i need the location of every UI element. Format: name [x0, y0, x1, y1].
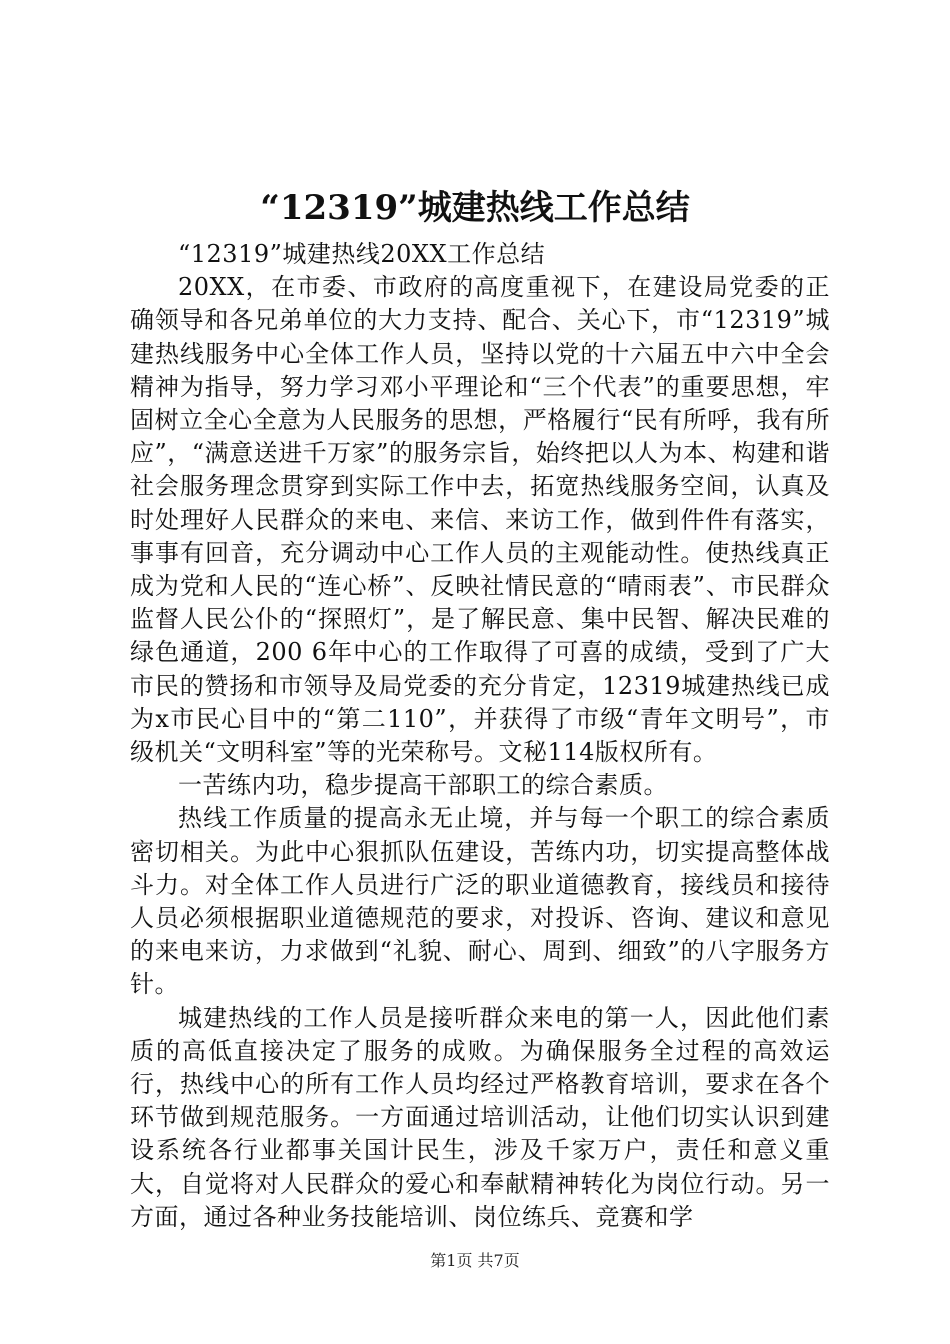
- paragraph-intro: 20XX，在市委、市政府的高度重视下，在建设局党委的正确领导和各兄弟单位的大力支持、配合、关心下，市“12319”城建热线服务中心全体工作人员，坚持以党的十六届五中六中全会精神为指导，努力学习邓小平理论和“三个代表”的重要思想，牢固树立全心全意为人民服务的思想，严格履行“民有所呼，我有所应”，“满意送进千万家”的服务宗旨，始终把以人为本、构建和谐社会服务理念贯穿到实际工作中去，拓宽热线服务空间，认真及时处理好人民群众的来电、来信、来访工作，做到件件有落实，事事有回音，充分调动中心工作人员的主观能动性。使热线真正成为党和人民的“连心桥”、反映社情民意的“晴雨表”、市民群众监督人民公仆的“探照灯”，是了解民意、集中民智、解决民难的绿色通道，200 6年中心的工作取得了可喜的成绩，受到了广大市民的赞扬和市领导及局党委的充分肯定，12319城建热线已成为x市民心目中的“第二110”，并获得了市级“青年文明号”，市级机关“文明科室”等的光荣称号。文秘114版权所有。: [130, 273, 830, 767]
- page-number-footer: 第1页 共7页: [430, 1251, 520, 1270]
- document-title: “12319”城建热线工作总结: [260, 188, 690, 228]
- document-body: [130, 238, 830, 1234]
- section-heading: 一苦练内功，稳步提高干部职工的综合素质。: [178, 771, 668, 800]
- paragraph-subtitle: “12319”城建热线20XX工作总结: [178, 240, 546, 268]
- paragraph-quality: 热线工作质量的提高永无止境，并与每一个职工的综合素质密切相关。为此中心狠抓队伍建设，苦练内功，切实提高整体战斗力。对全体工作人员进行广泛的职业道德教育，接线员和接待人员必须根据职业道德规范的要求，对投诉、咨询、建议和意见的来电来访，力求做到“礼貌、耐心、周到、细致”的八字服务方针。: [130, 804, 830, 999]
- paragraph-training: 城建热线的工作人员是接听群众来电的第一人，因此他们素质的高低直接决定了服务的成败。为确保服务全过程的高效运行，热线中心的所有工作人员均经过严格教育培训，要求在各个环节做到规范服务。一方面通过培训活动，让他们切实认识到建设系统各行业都事关国计民生，涉及千家万户，责任和意义重大，自觉将对人民群众的爱心和奉献精神转化为岗位行动。另一方面，通过各种业务技能培训、岗位练兵、竞赛和学: [130, 1003, 830, 1231]
